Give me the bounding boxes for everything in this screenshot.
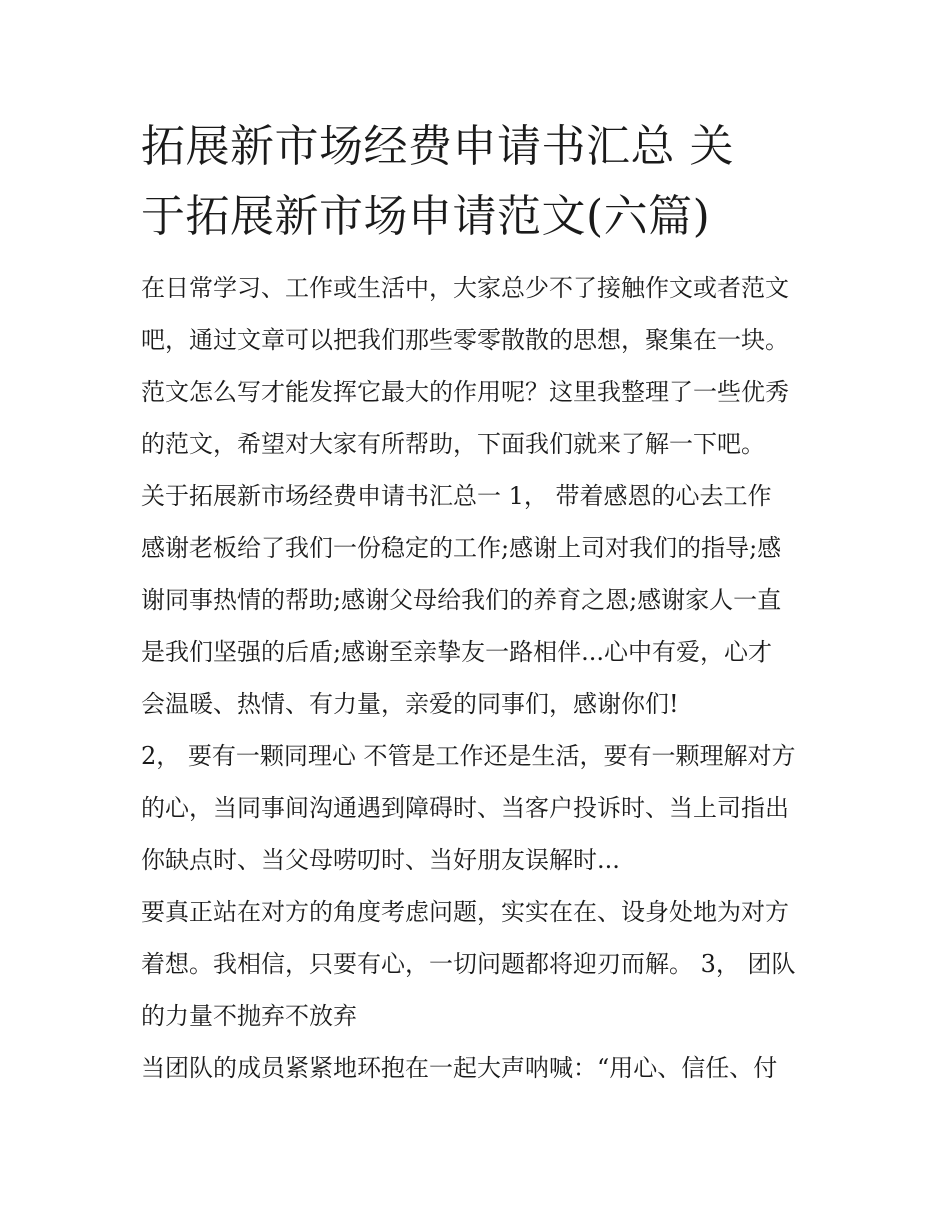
document-title bbox=[141, 112, 817, 252]
text-line-16: 当团队的成员紧紧地环抱在一起大声呐喊：“用心、信任、付 bbox=[141, 1054, 778, 1082]
text-line-15: 的力量不抛弃不放弃 bbox=[141, 1002, 357, 1030]
document-body bbox=[141, 112, 817, 1094]
document-text bbox=[141, 262, 817, 1094]
text-line-5: 关于拓展新市场经费申请书汇总一 1， 带着感恩的心去工作 bbox=[141, 482, 772, 510]
text-line-12: 你缺点时、当父母唠叨时、当好朋友误解时... bbox=[141, 846, 620, 874]
text-line-9: 会温暖、热情、有力量，亲爱的同事们，感谢你们! bbox=[141, 690, 679, 718]
title-line-1: 拓展新市场经费申请书汇总 关 bbox=[141, 121, 734, 172]
text-line-1: 在日常学习、工作或生活中，大家总少不了接触作文或者范文 bbox=[141, 274, 789, 302]
title-line-2: 于拓展新市场申请范文(六篇) bbox=[141, 191, 711, 242]
text-line-2: 吧，通过文章可以把我们那些零零散散的思想，聚集在一块。 bbox=[141, 326, 789, 354]
text-line-10: 2， 要有一颗同理心 不管是工作还是生活，要有一颗理解对方 bbox=[141, 742, 796, 770]
text-line-8: 是我们坚强的后盾;感谢至亲挚友一路相伴...心中有爱，心才 bbox=[141, 638, 772, 666]
text-line-6: 感谢老板给了我们一份稳定的工作;感谢上司对我们的指导;感 bbox=[141, 534, 782, 562]
text-line-4: 的范文，希望对大家有所帮助，下面我们就来了解一下吧。 bbox=[141, 430, 765, 458]
text-line-13: 要真正站在对方的角度考虑问题，实实在在、设身处地为对方 bbox=[141, 898, 789, 926]
text-line-11: 的心，当同事间沟通遇到障碍时、当客户投诉时、当上司指出 bbox=[141, 794, 789, 822]
text-line-14: 着想。我相信，只要有心，一切问题都将迎刃而解。 3， 团队 bbox=[141, 950, 796, 978]
text-line-3: 范文怎么写才能发挥它最大的作用呢？这里我整理了一些优秀 bbox=[141, 378, 789, 406]
text-line-7: 谢同事热情的帮助;感谢父母给我们的养育之恩;感谢家人一直 bbox=[141, 586, 782, 614]
